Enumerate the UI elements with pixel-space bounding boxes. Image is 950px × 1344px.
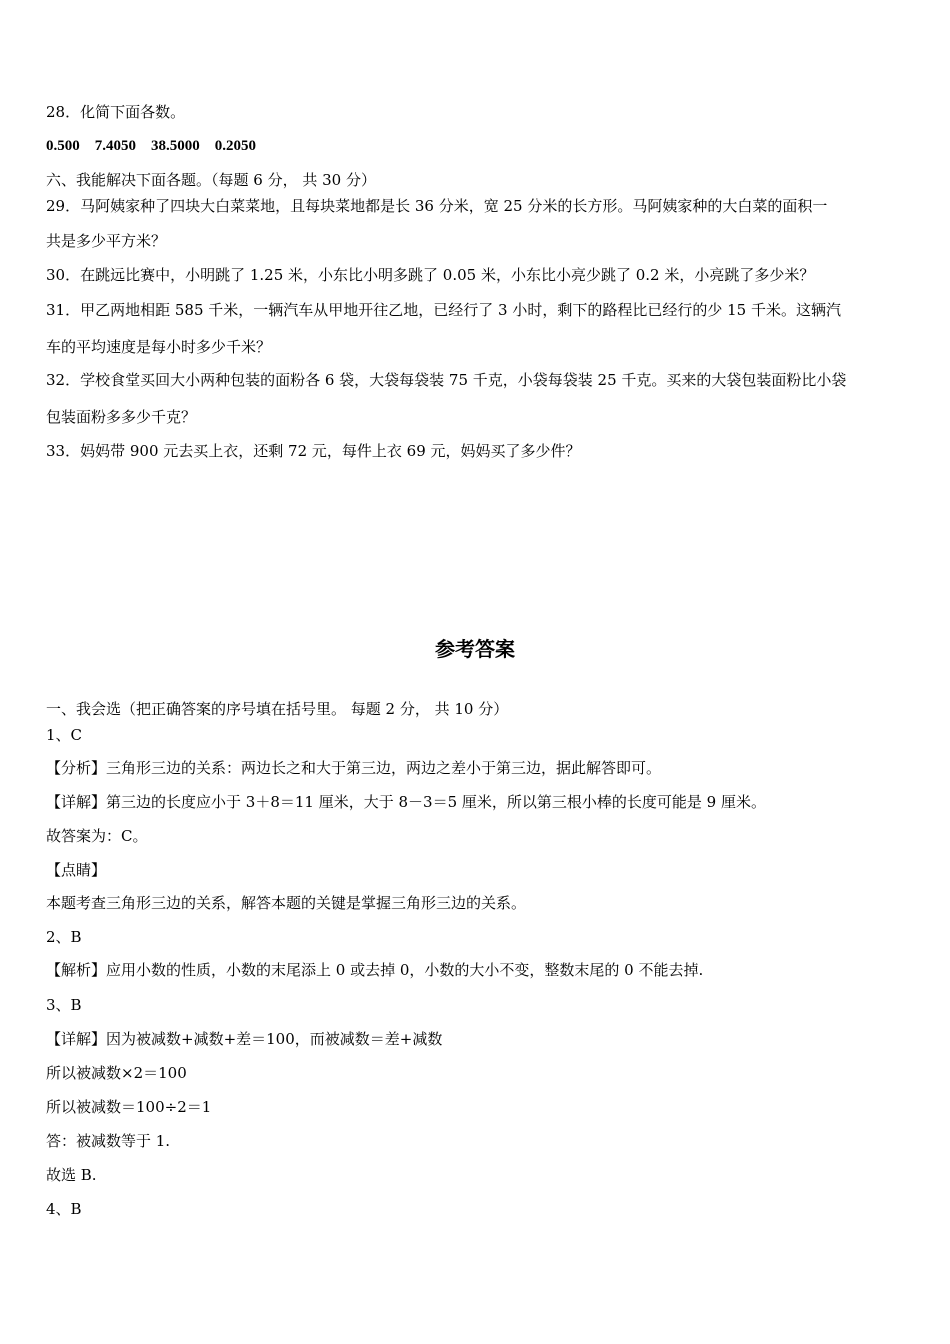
question-30: 30．在跳远比赛中，小明跳了 1.25 米，小东比小明多跳了 0.05 米，小东比小亮少跳了 0.2 米，小亮跳了多少米？ xyxy=(46,266,815,284)
question-28-values: 0.500 7.4050 38.5000 0.2050 xyxy=(46,138,257,154)
answer-1: 1、C xyxy=(46,726,83,744)
answer-3-choice: 故选 B. xyxy=(46,1166,97,1184)
answers-section-1-heading: 一、我会选（把正确答案的序号填在括号里。 每题 2 分， 共 10 分） xyxy=(46,700,509,718)
answer-1-point: 本题考查三角形三边的关系，解答本题的关键是掌握三角形三边的关系。 xyxy=(46,894,527,912)
question-32-line1: 32．学校食堂买回大小两种包装的面粉各 6 袋，大袋每袋装 75 千克，小袋每袋装 25 千克。买来的大袋包装面粉比小袋 xyxy=(46,371,847,389)
answer-1-conclusion: 故答案为：C。 xyxy=(46,827,148,845)
question-29-line1: 29．马阿姨家种了四块大白菜菜地，且每块菜地都是长 36 分米，宽 25 分米的长方形。马阿姨家种的大白菜的面积一 xyxy=(46,197,828,215)
question-29-line2: 共是多少平方米？ xyxy=(46,232,167,250)
answer-1-point-label: 【点睛】 xyxy=(46,861,107,879)
answer-3-answer: 答：被减数等于 1. xyxy=(46,1132,171,1150)
question-28: 28．化简下面各数。 xyxy=(46,103,186,121)
question-32-line2: 包装面粉多多少千克？ xyxy=(46,408,197,426)
question-33: 33．妈妈带 900 元去买上衣，还剩 72 元，每件上衣 69 元，妈妈买了多少件？ xyxy=(46,442,581,460)
answer-4: 4、B xyxy=(46,1200,82,1218)
answer-1-analysis: 【分析】三角形三边的关系：两边长之和大于第三边，两边之差小于第三边，据此解答即可。 xyxy=(46,759,662,777)
answer-3-step-2: 所以被减数＝100÷2＝1 xyxy=(46,1098,212,1116)
answer-3: 3、B xyxy=(46,996,82,1014)
answers-title: 参考答案 xyxy=(435,637,515,661)
answer-3-step-1: 所以被减数×2＝100 xyxy=(46,1064,187,1082)
answer-1-detail: 【详解】第三边的长度应小于 3＋8＝11 厘米，大于 8－3＝5 厘米，所以第三根小棒的长度可能是 9 厘米。 xyxy=(46,793,766,811)
section-6-heading: 六、我能解决下面各题。（每题 6 分， 共 30 分） xyxy=(46,171,376,189)
answer-3-detail: 【详解】因为被减数+减数+差＝100，而被减数＝差+减数 xyxy=(46,1030,443,1048)
answer-2-analysis: 【解析】应用小数的性质，小数的末尾添上 0 或去掉 0，小数的大小不变，整数末尾的 0 不能去掉. xyxy=(46,961,704,979)
answer-2: 2、B xyxy=(46,928,82,946)
question-31-line1: 31．甲乙两地相距 585 千米，一辆汽车从甲地开往乙地，已经行了 3 小时，剩下的路程比已经行的少 15 千米。这辆汽 xyxy=(46,301,841,319)
question-31-line2: 车的平均速度是每小时多少千米？ xyxy=(46,338,272,356)
